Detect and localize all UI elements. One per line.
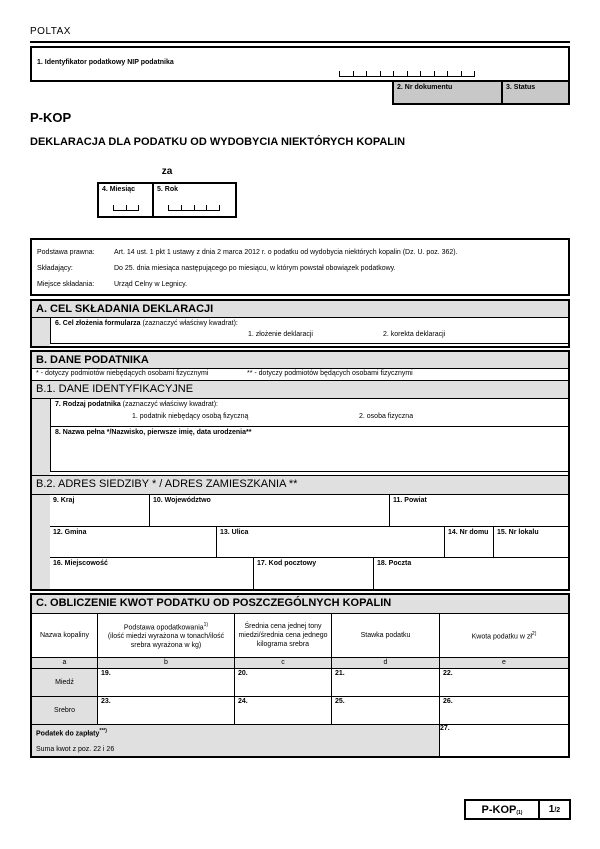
field-27-cell[interactable] <box>440 725 568 756</box>
section-a-content <box>32 318 568 346</box>
field-12-gmina[interactable] <box>50 527 217 558</box>
field-9-label: 9. Kraj <box>53 497 75 504</box>
field-15-label: 15. Nr lokalu <box>497 529 539 536</box>
tax-table-header-row <box>32 614 568 658</box>
field-11-label: 11. Powiat <box>393 497 427 504</box>
field-24-cell[interactable] <box>235 697 332 725</box>
field-12-label: 12. Gmina <box>53 529 87 536</box>
field-14-label: 14. Nr domu <box>448 529 489 536</box>
field-21-cell[interactable] <box>332 669 440 697</box>
field-7-box <box>50 399 568 427</box>
field-13-label: 13. Ulica <box>220 529 249 536</box>
month-field[interactable] <box>99 184 154 216</box>
tax-table <box>32 614 568 756</box>
address-row-2 <box>50 527 568 558</box>
field-7-label: 7. Rodzaj podatnika (zaznaczyć właściwy kwadrat): <box>55 401 218 408</box>
section-a-left-strip <box>32 318 50 346</box>
col-header-nazwa-kopaliny: Nazwa kopaliny <box>32 614 98 658</box>
footer-page-number: 1 /2 <box>548 804 561 815</box>
total-sub-label: Suma kwot z poz. 22 i 26 <box>36 746 115 753</box>
field-17-kod-pocztowy[interactable] <box>254 558 374 589</box>
row-label-miedz: Miedź <box>32 669 98 697</box>
legal-row-filer <box>32 261 568 277</box>
field-19-cell[interactable] <box>98 669 235 697</box>
field-11-powiat[interactable] <box>390 495 568 527</box>
year-entry-comb[interactable] <box>168 205 220 211</box>
field-6-label: 6. Cel złożenia formularza (zaznaczyć właściwy kwadrat): <box>55 320 238 327</box>
legal-place-value: Urząd Celny w Legnicy. <box>114 281 188 288</box>
status-label: 3. Status <box>506 84 536 91</box>
field-8-label: 8. Nazwa pełna */Nazwisko, pierwsze imię, data urodzenia** <box>55 429 252 436</box>
table-row-srebro <box>32 697 568 725</box>
option-zlozenie-deklaracji[interactable]: 1. złożenie deklaracji <box>248 331 313 338</box>
field-10-wojewodztwo[interactable] <box>150 495 390 527</box>
form-code: P-KOP <box>30 110 72 125</box>
field-24-number: 24. <box>238 698 248 705</box>
col-header-kwota: Kwota podatku w $zł^{2)}$ <box>440 614 568 658</box>
option-osoba-fizyczna[interactable]: 2. osoba fizyczna <box>359 413 414 420</box>
section-b2-header: B.2. ADRES SIEDZIBY * / ADRES ZAMIESZKANIA ** <box>32 475 568 495</box>
section-c <box>30 593 570 758</box>
legal-place-label: Miejsce składania: <box>37 281 95 288</box>
field-14-nr-domu[interactable] <box>445 527 494 558</box>
section-b1-left-strip <box>32 399 50 475</box>
field-27-number: 27. <box>440 725 450 732</box>
field-26-cell[interactable] <box>440 697 568 725</box>
col-header-podstawa: Podstawa opodatkowania$^{1)}$ (ilość miedzi wyrażona w tonach/ilość srebra wyrażona w kg) <box>98 614 235 658</box>
poltax-label: POLTAX <box>30 26 71 37</box>
field-25-number: 25. <box>335 698 345 705</box>
option-podatnik-niebedacy[interactable]: 1. podatnik niebędący osobą fizyczną <box>132 413 249 420</box>
legal-filer-value: Do 25. dnia miesiąca następującego po miesiącu, w którym powstał obowiązek podatkowy. <box>114 265 396 272</box>
option-korekta-deklaracji[interactable]: 2. korekta deklaracji <box>383 331 446 338</box>
footnote-single-star: * - dotyczy podmiotów niebędących osobami fizycznymi <box>36 370 209 377</box>
footer-box <box>464 799 571 820</box>
field-15-nr-lokalu[interactable] <box>494 527 568 558</box>
column-letter-b: b <box>98 658 235 669</box>
row-label-srebro: Srebro <box>32 697 98 725</box>
address-row-1 <box>50 495 568 527</box>
field-18-poczta[interactable] <box>374 558 568 589</box>
column-letter-e: e <box>440 658 568 669</box>
section-a <box>30 299 570 348</box>
section-b-header: B. DANE PODATNIKA <box>32 352 568 369</box>
section-b1-content <box>32 399 568 475</box>
field-18-label: 18. Poczta <box>377 560 412 567</box>
period-preposition: za <box>161 166 173 177</box>
section-b1-header: B.1. DANE IDENTYFIKACYJNE <box>32 381 568 399</box>
field-16-label: 16. Miejscowość <box>53 560 108 567</box>
col-header-srednia-cena: Średnia cena jednej tony miedzi/średnia cena jednego kilograma srebra <box>235 614 332 658</box>
column-letter-d: d <box>332 658 440 669</box>
legal-row-basis <box>32 245 568 261</box>
field-9-kraj[interactable] <box>50 495 150 527</box>
field-17-label: 17. Kod pocztowy <box>257 560 317 567</box>
legal-row-place <box>32 277 568 293</box>
field-19-number: 19. <box>101 670 111 677</box>
legal-info-box <box>30 238 570 296</box>
section-a-header: A. CEL SKŁADANIA DEKLARACJI <box>32 301 568 318</box>
field-22-cell[interactable] <box>440 669 568 697</box>
form-title: DEKLARACJA DLA PODATKU OD WYDOBYCIA NIEKTÓRYCH KOPALIN <box>30 136 406 148</box>
field-10-label: 10. Województwo <box>153 497 211 504</box>
year-field[interactable] <box>154 184 235 216</box>
legal-basis-label: Podstawa prawna: <box>37 249 95 256</box>
field-13-ulica[interactable] <box>217 527 445 558</box>
section-b <box>30 350 570 591</box>
column-letter-c: c <box>235 658 332 669</box>
field-20-cell[interactable] <box>235 669 332 697</box>
legal-filer-label: Składający: <box>37 265 73 272</box>
doc-number-box[interactable] <box>394 82 503 103</box>
section-c-header: C. OBLICZENIE KWOT PODATKU OD POSZCZEGÓLNYCH KOPALIN <box>32 595 568 614</box>
address-grid <box>32 495 568 589</box>
top-rule <box>30 41 570 43</box>
field-20-number: 20. <box>238 670 248 677</box>
field-25-cell[interactable] <box>332 697 440 725</box>
legal-basis-value: Art. 14 ust. 1 pkt 1 ustawy z dnia 2 marca 2012 r. o podatku od wydobycia niektórych kopalin (Dz. U. poz. 362). <box>114 249 458 256</box>
table-row-miedz <box>32 669 568 697</box>
meta-row <box>392 82 570 105</box>
field-23-number: 23. <box>101 698 111 705</box>
footer-form-code: P-KOP (1) <box>466 801 540 818</box>
column-letter-row <box>32 658 568 669</box>
section-b2-left-strip <box>32 495 50 589</box>
section-b-footnotes <box>32 369 568 381</box>
total-label-cell <box>32 725 440 756</box>
field-8-box[interactable] <box>50 427 568 472</box>
nip-entry-comb[interactable] <box>339 71 475 77</box>
year-label: 5. Rok <box>157 186 179 193</box>
footnote-double-star: ** - dotyczy podmiotów będących osobami fizycznymi <box>247 370 413 377</box>
column-letter-a: a <box>32 658 98 669</box>
field-26-number: 26. <box>443 698 453 705</box>
field-16-miejscowosc[interactable] <box>50 558 254 589</box>
nip-field-label: 1. Identyfikator podatkowy NIP podatnika <box>37 59 174 66</box>
address-row-3 <box>50 558 568 589</box>
month-label: 4. Miesiąc <box>102 186 136 193</box>
field-21-number: 21. <box>335 670 345 677</box>
field-22-number: 22. <box>443 670 453 677</box>
nip-field-box[interactable] <box>30 46 570 82</box>
table-row-total <box>32 725 568 756</box>
period-box <box>97 182 237 218</box>
field-6-box <box>50 318 568 344</box>
total-label: Podatek do zapłaty***) <box>36 728 107 738</box>
col-header-stawka: Stawka podatku <box>332 614 440 658</box>
month-entry-comb[interactable] <box>113 205 139 211</box>
field-23-cell[interactable] <box>98 697 235 725</box>
status-box[interactable] <box>503 82 568 103</box>
doc-number-label: 2. Nr dokumentu <box>397 84 453 91</box>
